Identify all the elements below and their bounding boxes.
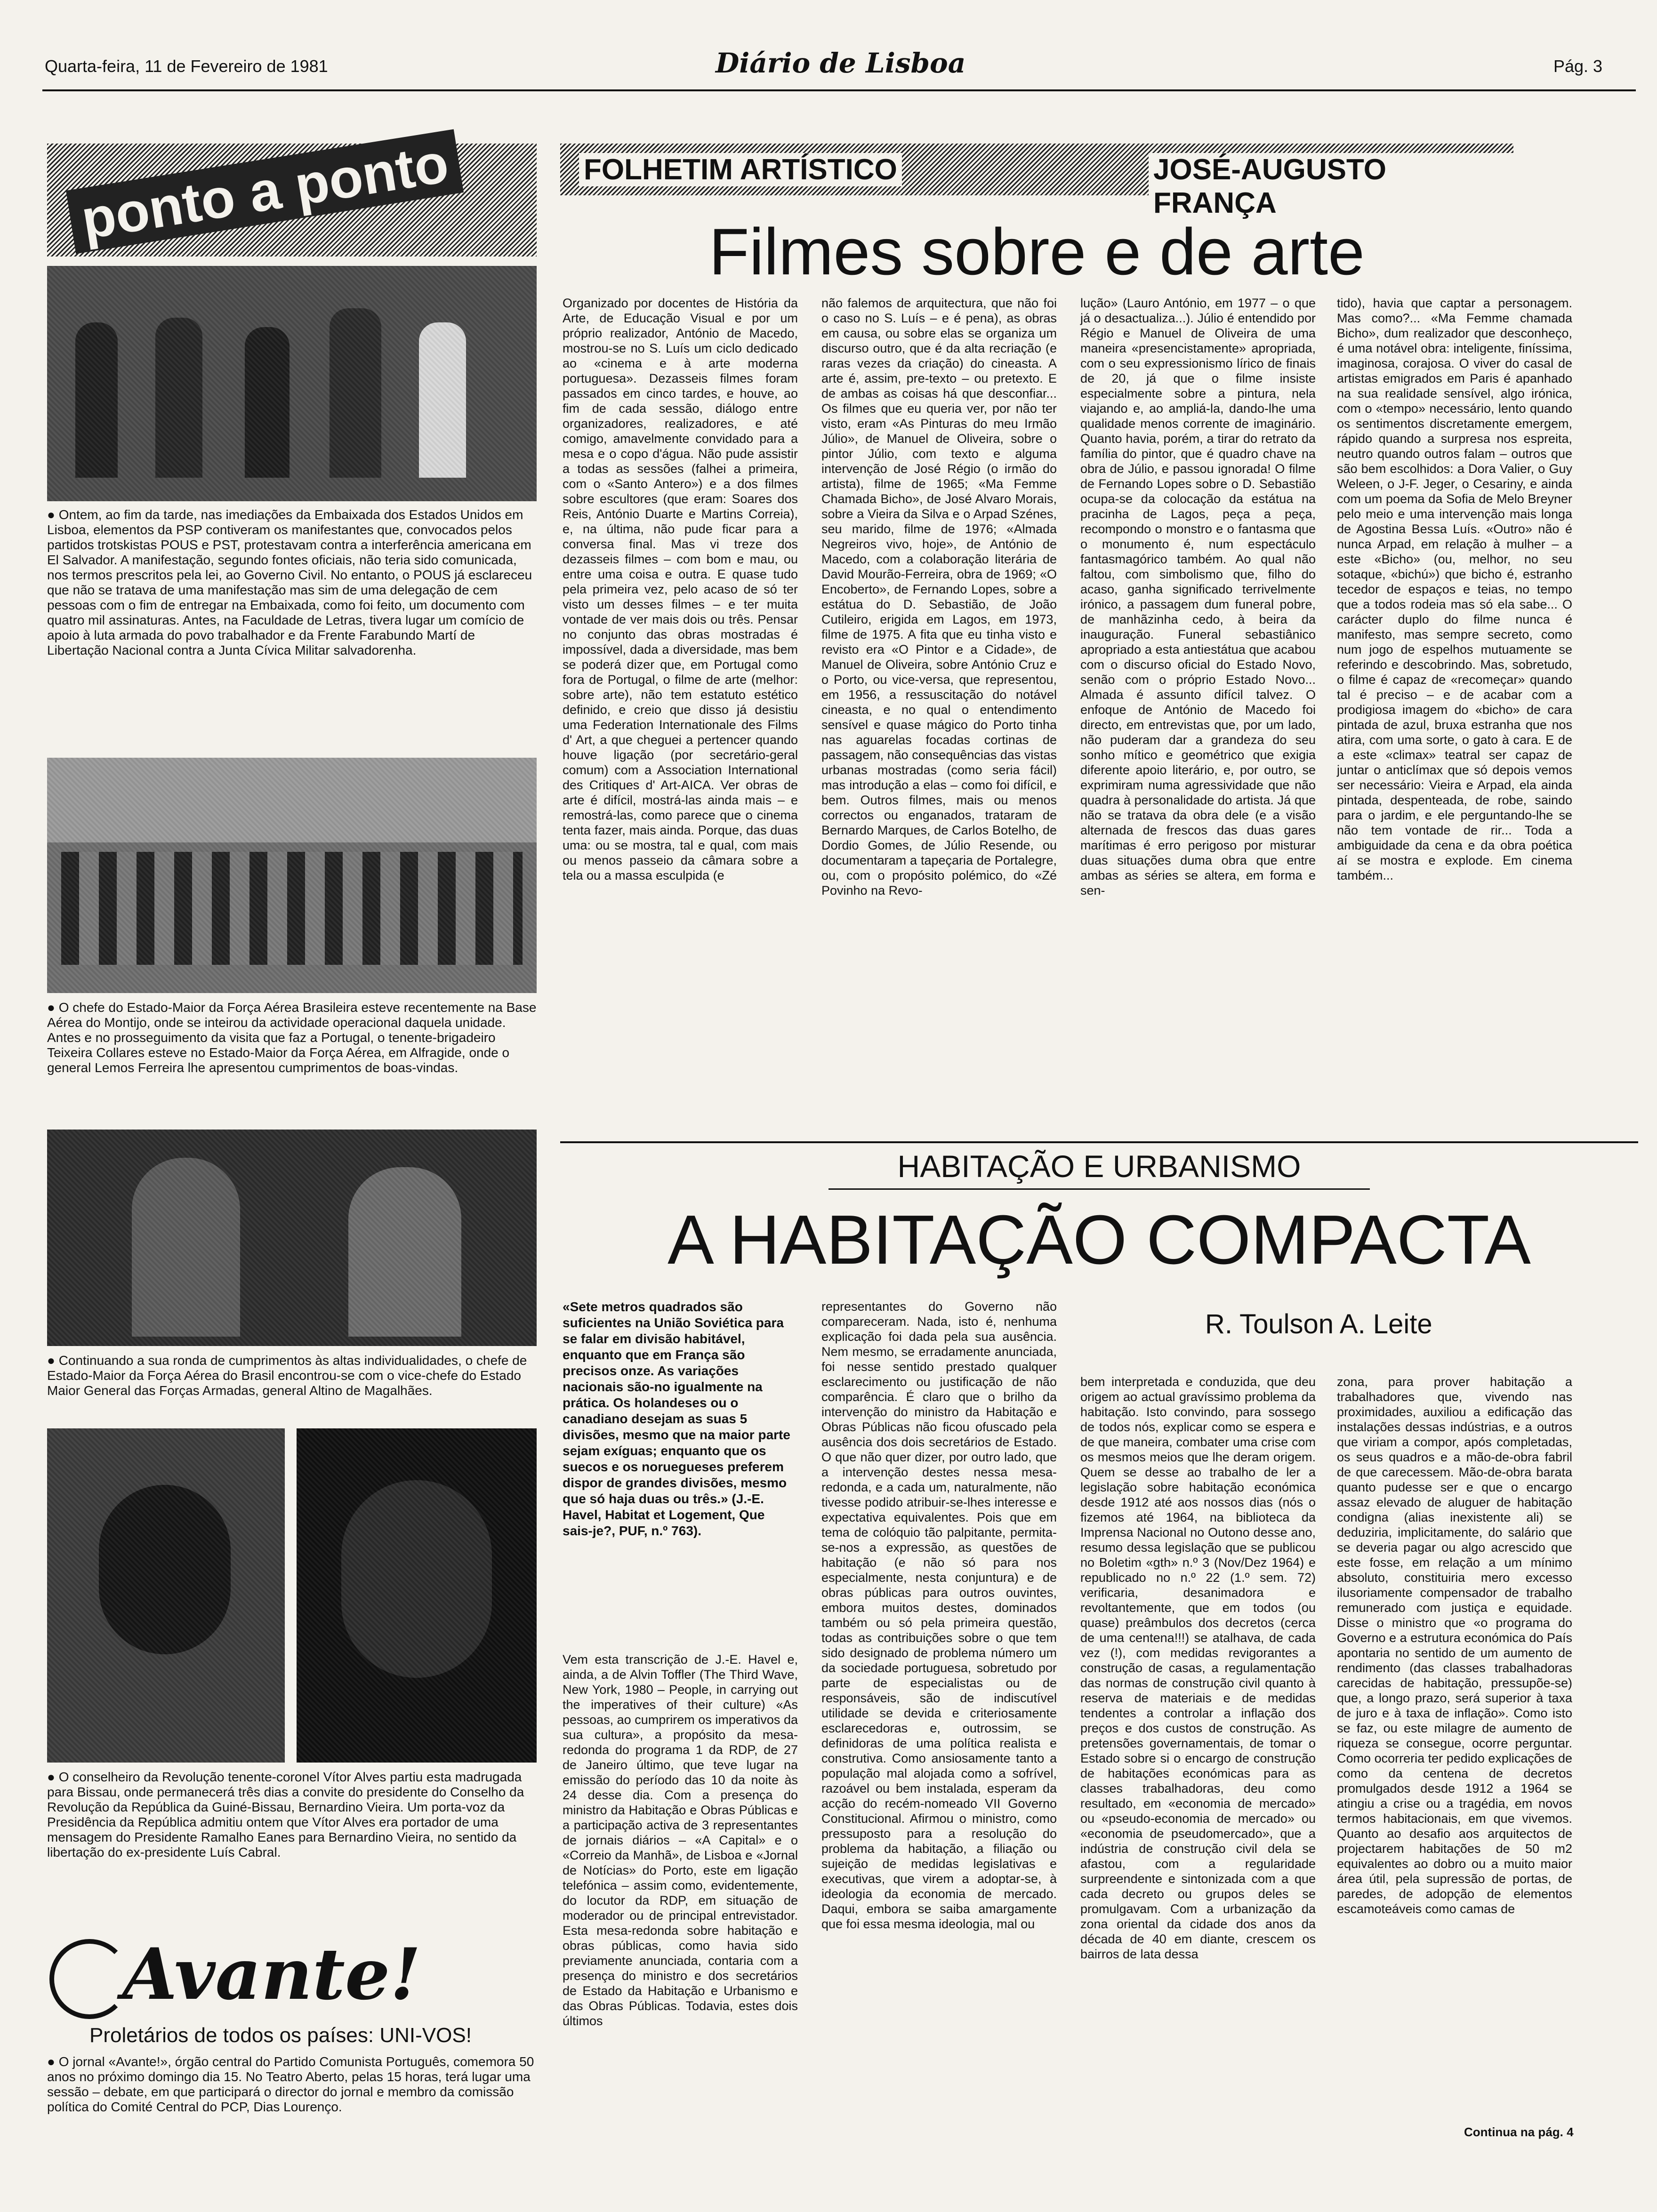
section-rule [560,1141,1638,1143]
habitacao-author: R. Toulson A. Leite [1205,1309,1432,1339]
habitacao-col-4: zona, para prover habitação a trabalhadores que, vivendo nas proximidades, auxiliou a edificação das instalações dessas indústrias, e a outros que viriam a compor, após completadas, os seus quadros e a mão-de-obra fabril de que carecessem. Mão-de-obra barata quanto pudesse ser e que o encargo assaz elevado de aluguer de habitação condigna (alias inexistente ali) se deduziria, implicitamente, do salário que se deveria pagar ou algo acrescido que este fosse, em relação a um mínimo absoluto, constituiria mero excesso ilusoriamente compensador de trabalho remunerado com justiça e equidade. Disse o ministro que «o programa do Governo e a estrutura económica do País apontaria no sentido de um aumento de rendimento (das classes trabalhadoras carecidas de habitação, pressupõe-se) que, a longo prazo, será superior à taxa de juro e à taxa de inflação». Como isto se faz, ou este milagre de aumento de riqueza se consegue, ocorre perguntar. Como ocorreria ter pedido explicações de como da centena de decretos promulgados desde 1912 a 1964 se atingiu a crise ou a tragédia, em novos termos habitacionais, em que vivemos. Quanto ao desafio aos arquitectos de projectarem habitações de 50 m2 equivalentes ao dobro ou a muito maior área útil, pela supressão de portas, de paredes, de adopção de elementos escamoteáveis como camas de [1337,1375,1572,1916]
folhetim-col-4: tido), havia que captar a personagem. Mas como?... «Ma Femme chamada Bicho», dum realizador que desconheço, é uma notável obra: inteligente, finíssima, imaginosa, corajosa. O viver do casal de artistas emigrados em Paris é apanhado na sua realidade sensível, algo irónica, com o «tempo» necessário, lento quando os sentimentos discretamente emergem, rápido quando a surpresa nos espreita, neutro quando outros falam – outros que são bem escolhidos: a Dora Valier, o Guy Weleen, o J-F. Jeger, o Cesariny, e ainda com um poema da Sofia de Melo Breyner pelo meio e uma intervenção mais longa de Agostina Bessa Luís. «Outro» não é nunca Arpad, em relação à mulher – a este «Bicho» (ou, melhor, no seu sotaque, «bichú») que bicho é, estranho tecedor de espaços e teias, no tempo que a todos rodeia mas só ela sabe... O carácter duplo do filme nunca é manifesto, mas sempre secreto, como num jogo de espelhos mutuamente se referindo e descobrindo. Mas, sobretudo, o filme é capaz de «recomeçar» quando tal é preciso – e de acabar com a prodigiosa imagem do «bicho» de cara pintada de azul, bruxa estranha que nos atira, com uma sorte, o gato à cara. E de a este «climax» teatral ser capaz de juntar o anticlímax que só depois vemos ser necessário: Vieira e Arpad, ela ainda pintada, despenteada, de robe, saindo para o jardim, e ele perguntando-lhe se não tem vontade de rir... Toda a ambiguidade da cena e da obra poética aí se mostra e explode. Em cinema também... [1337,296,1572,882]
photo-meeting [47,1130,537,1346]
continued-note: Continua na pág. 4 [1464,2125,1574,2139]
folhetim-author: JOSÉ-AUGUSTO FRANÇA [1149,153,1513,220]
folhetim-title: Filmes sobre e de arte [709,215,1365,289]
habitacao-col-1: Vem esta transcrição de J.-E. Havel e, ainda, a de Alvin Toffler (The Third Wave, New York, 1980 – People, in carrying out the imperatives of their culture) «As pessoas, ao cumprirem os imperativos da sua cultura», a propósito da mesa-redonda do programa 1 da RDP, de 27 de Janeiro último, que teve lugar na emissão do período das 10 da noite às 24 desse dia. Com a presença do ministro da Habitação e Obras Públicas e a participação activa de 3 representantes de jornais diários – «A Capital» e o «Correio da Manhã», de Lisboa e «Jornal de Notícias» do Porto, este em ligação telefónica – assim como, evidentemente, do locutor da RDP, em situação de moderador ou de principal entrevistador. Esta mesa-redonda sobre habitação e obras públicas, como havia sido previamente anunciada, contaria com a presença do ministro e dos secretários de Estado da Habitação e Urbanismo e das Obras Públicas. Todavia, estes dois últimos [563,1652,798,2028]
page-number: Pág. 3 [1553,56,1603,76]
photo-bernardino-vieira [297,1428,537,1763]
avante-text: ● O jornal «Avante!», órgão central do Partido Comunista Português, comemora 50 anos no próximo domingo dia 15. No Teatro Aberto, pelas 15 horas, terá lugar uma sessão – debate, em que participará o director do jornal e membro da comissão política do Comité Central do PCP, Dias Lourenço. [47,2054,534,2114]
photo-air-force-ceremony [47,758,537,993]
habitacao-col-3: bem interpretada e conduzida, que deu origem ao actual gravíssimo problema da habitação. Isto convindo, para sossego de todos nós, explicar como se espera e de que maneira, combater uma crise com os mesmos meios que lhe deram origem. Quem se desse ao trabalho de ler a legislação sobre habitação económica desde 1912 até aos nossos dias (nós o fizemos até 1964, na biblioteca da Imprensa Nacional no Outono desse ano, resumo dessa legislação que se publicou no Boletim «gth» n.º 3 (Nov/Dez 1964) e republicado no n.º 22 (1.º sem. 72) verificaria, desanimadora e revoltantemente, que em todos (ou quase) preâmbulos dos decretos (cerca de uma centena!!!) se atalhava, de cada vez (!), com medidas revigorantes a construção de casas, a regulamentação das normas de construção civil quanto à reserva de materiais e de medidas tendentes a controlar a inflação dos preços e dos custos de construção. As pretensões governamentais, de tomar o Estado sobre si o encargo de construção de habitações económicas para as classes trabalhadoras, deu como resultado, em «economia de mercado» ou «pseudo-economia de mercado» ou «economia de pseudomercado», que a indústria de construção civil dela se afastou, com a regularidade surpreendente e sintonizada com a que cada decreto ou grupos deles se promulgavam. Com a urbanização da zona oriental da cidade dos anos da década de 40 em diante, crescem os bairros de lata dessa [1080,1375,1316,1961]
folhetim-col-1: Organizado por docentes de História da Arte, de Educação Visual e por um próprio realizador, António de Macedo, mostrou-se no S. Luís um ciclo dedicado ao «cinema e à arte moderna portuguesa». Dezasseis filmes foram passados em cinco tardes, e houve, ao fim de cada sessão, diálogo entre organizadores, realizadores, e até comigo, amavelmente convidado para a mesa e o copo d'água. Não pude assistir a todas as sessões (falhei a primeira, com o «Santo Antero») e a dos filmes sobre escultores (que eram: Soares dos Reis, António Duarte e Martins Correia), e, na última, não pude ficar para a conversa final. Mas vi treze dos dezasseis filmes – com bom e mau, ou entre uma coisa e outra. E quase tudo pela primeira vez, pelo acaso de só ter visto um desses filmes – e ter muita vontade de ver mais dois ou três. Pensar no conjunto das obras mostradas é impossível, dada a diversidade, mas bem se poderá dizer que, em Portugal como fora de Portugal, o filme de arte (melhor: sobre arte), não tem estatuto estético definido, e creio que disso já desistiu uma Federation Internationale des Films d' Art, a que cheguei a pertencer quando houve ligação (por secretário-geral comum) com a Association International des Critiques d' Art-AICA. Ver obras de arte é difícil, mostrá-las ainda mais – e remostrá-las, como parece que o cinema tenta fazer, mais ainda. Porque, das duas uma: ou se mostra, tal e qual, com mais ou menos passeio da câmara sobre a tela ou a massa esculpida (e [563,296,798,882]
habitacao-title: A HABITAÇÃO COMPACTA [668,1201,1531,1279]
habitacao-section-underline [828,1188,1370,1190]
photo-vitor-alves [47,1428,285,1763]
header-rule [42,89,1636,91]
caption-altino-magalhaes: ● Continuando a sua ronda de cumprimentos às altas individualidades, o chefe de Estado-Maior da Força Aérea do Brasil encontrou-se com o vice-chefe do Estado Maior General das Forças Armadas, general Altino de Magalhães. [47,1353,527,1398]
photo-psp-embassy [47,266,537,501]
caption-brazil-air-force: ● O chefe do Estado-Maior da Força Aérea Brasileira esteve recentemente na Base Aérea do Montijo, onde se inteirou da actividade operacional daquela unidade. Antes e no prosseguimento da visita que faz a Portugal, o tenente-brigadeiro Teixeira Collares esteve no Estado-Maior da Força Aérea, em Alfragide, onde o general Lemos Ferreira lhe apresentou cumprimentos de boas-vindas. [47,1000,537,1075]
folhetim-col-3: lução» (Lauro António, em 1977 – o que já o desactualiza...). Júlio é entendido por Régio e Manuel de Oliveira de uma maneira «presencistamente» apropriada, com o seu expressionismo lírico de finais de 20, já que o filme insiste especialmente sobre a pintura, nela viajando e, ao ampliá-la, dando-lhe uma qualidade menos corrente de imaginário. Quanto havia, porém, a tirar do retrato da família do pintor, que é quadro chave na obra de Júlio, e passou ignorada! O filme de Fernando Lopes sobre o D. Sebastião ocupa-se da colocação da estátua na pracinha de Lagos, peça a peça, recompondo o monstro e o fantasma que o monumento é, num espectáculo fantasmagórico também. Ao qual não faltou, com simbolismo que, filho do acaso, ganha significado terrivelmente irónico, a passagem dum funeral pobre, de manhãzinha cedo, à beira da inauguração. Funeral sebastiânico apropriado a esta antiestátua que acabou com o discurso oficial do Estado Novo, senão com o próprio Estado Novo... Almada é assunto difícil talvez. O enfoque de António de Macedo foi directo, em entrevistas que, por um lado, não puderam dar a grandeza do seu sonho mítico e geométrico que exigia diferente apoio literário, e, por outro, se exprimiram numa agressividade que não quadra à personalidade do artista. Já que não se tratava da obra dele (e a visão alternada de frescos das duas gares marítimas é erro perigoso por misturar duas situações duma obra que entre ambas as séries se altera, em forma e sen- [1080,296,1316,898]
habitacao-quote: «Sete metros quadrados são suficientes na União Soviética para se falar em divisão habitável, enquanto que em França são precisos onze. As variações nacionais são-no igualmente na prática. Os holandeses ou o canadiano desejam as suas 5 divisões, mesmo que na maior parte sejam exíguas; enquanto que os suecos e os noruegueses preferem dispor de grandes divisões, mesmo que só haja duas ou três.» (J.-E. Havel, Habitat et Logement, Que sais-je?, PUF, n.º 763). [563,1299,790,1538]
ponto-banner-title: ponto a ponto [66,129,464,254]
caption-vitor-alves: ● O conselheiro da Revolução tenente-coronel Vítor Alves partiu esta madrugada para Bissau, onde permanecerá três dias a convite do presidente do Conselho da Revolução da República da Guiné-Bissau, Bernardino Vieira. Um porta-voz da Presidência da República admitiu ontem que Vítor Alves era portador de uma mensagem do Presidente Ramalho Eanes para Bernardino Vieira, no sentido da libertação do ex-presidente Luís Cabral. [47,1770,524,1859]
caption-psp: ● Ontem, ao fim da tarde, nas imediações da Embaixada dos Estados Unidos em Lisboa, elementos da PSP contiveram os manifestantes que, convocados pelos partidos trotskistas POUS e PST, protestavam contra a interferência americana em El Salvador. A manifestação, segundo fontes oficiais, não teria sido comunicada, nos termos prescritos pela lei, ao Governo Civil. No entanto, o POUS já esclareceu que não se tratava de uma manifestação mas sim de uma delegação de cem pessoas com o fim de entregar na Embaixada, como foi feito, um documento com quatro mil assinaturas. Antes, na Faculdade de Letras, tivera lugar um comício de apoio à luta armada do povo trabalhador e da Frente Farabundo Martí de Libertação Nacional contra a Junta Cívica Militar salvadorenha. [47,507,532,657]
avante-logo: Avante! [122,1933,421,2016]
avante-slogan: Proletários de todos os países: UNI-VOS! [89,2024,472,2047]
hammer-sickle-icon [49,1939,129,2019]
habitacao-col-2: representantes do Governo não compareceram. Nada, isto é, nenhuma explicação foi dada pela sua ausência. Nem mesmo, se erradamente anunciada, foi nesse sentido prestado qualquer esclarecimento ou justificação de não comparência. É claro que o brilho da intervenção do ministro da Habitação e Obras Públicas não ficou ofuscado pela ausência dos dois secretários de Estado. O que não quer dizer, por outro lado, que a intervenção destes nessa mesa-redonda, e a cada um, naturalmente, não tivesse podido atribuir-se-lhes interesse e expectativa equivalentes. Pois que em tema de colóquio tão palpitante, permita-se-nos a expressão, as questões de habitação (e não só para nos especialmente, nesta conjuntura) e de obras públicas para outros ouvintes, embora muitos destes, dominados também ou só pela primeira questão, todas as contribuições sobre o que tem sido designado de problema número um da sociedade portuguesa, sobretudo por parte de especialistas ou de responsáveis, são de indiscutível utilidade se devida e criteriosamente esclarecedoras e, outrossim, se definidoras de uma política realista e construtiva. Como ansiosamente tanto a população mal alojada como a sofrível, razoável ou bem instalada, esperam da acção do recém-nomeado VII Governo Constitucional. Afirmou o ministro, como pressuposto para a resolução do problema da habitação, a filiação ou sujeição de medidas legislativas e executivas, que virem a adoptar-se, à ideologia da economia de mercado. Daqui, embora se saiba amargamente que foi essa mesma ideologia, mal ou [821,1299,1057,1931]
folhetim-banner [560,144,1513,219]
masthead: Diário de Lisboa [716,47,966,79]
habitacao-section: HABITAÇÃO E URBANISMO [897,1149,1301,1184]
folhetim-section: FOLHETIM ARTÍSTICO [579,153,902,186]
ponto-banner [47,132,537,256]
issue-date: Quarta-feira, 11 de Fevereiro de 1981 [45,56,328,76]
folhetim-col-2: não falemos de arquitectura, que não foi o caso no S. Luís – e é pena), as obras em causa, ou sobre elas se organiza um discurso outro, que é da alta recriação (e raras vezes da criação) do cineasta. A arte é, assim, pre-texto – ou pretexto. E de ambas as coisas há que desconfiar... Os filmes que eu queria ver, por não ter visto, eram «As Pinturas do meu Irmão Júlio», de Manuel de Oliveira, sobre o pintor Júlio, com texto e alguma intervenção de José Régio (o irmão do artista), filme de 1965; «Ma Femme Chamada Bicho», de José Alvaro Morais, sobre a Vieira da Silva e o Arpad Szénes, seu marido, filme de 1976; «Almada Negreiros vivo, hoje», de António de Macedo, com a colaboração literária de David Mourão-Ferreira, obra de 1969; «O Encoberto», de Fernando Lopes, sobre a estátua do D. Sebastião, de João Cutileiro, erigida em Lagos, em 1973, filme de 1975. A fita que eu tinha visto e revisto era «O Pintor e a Cidade», de Manuel de Oliveira, sobre António Cruz e o Porto, ou vice-versa, que representou, em 1956, a ressuscitação do notável cineasta, e no qual o entendimento sensível e quase mágico do Porto tinha nas aguarelas focadas cortinas de passagem, não consequências das vistas urbanas mostradas (como seria fácil) mas introdução a elas – como foi difícil, e bem. Outros filmes, mais ou menos correctos ou enganados, trataram de Bernardo Marques, de Carlos Botelho, de Dordio Gomes, de Júlio Resende, ou documentaram a tapeçaria de Portalegre, ou, com o propósito polémico, do «Zé Povinho na Revo- [821,296,1057,898]
